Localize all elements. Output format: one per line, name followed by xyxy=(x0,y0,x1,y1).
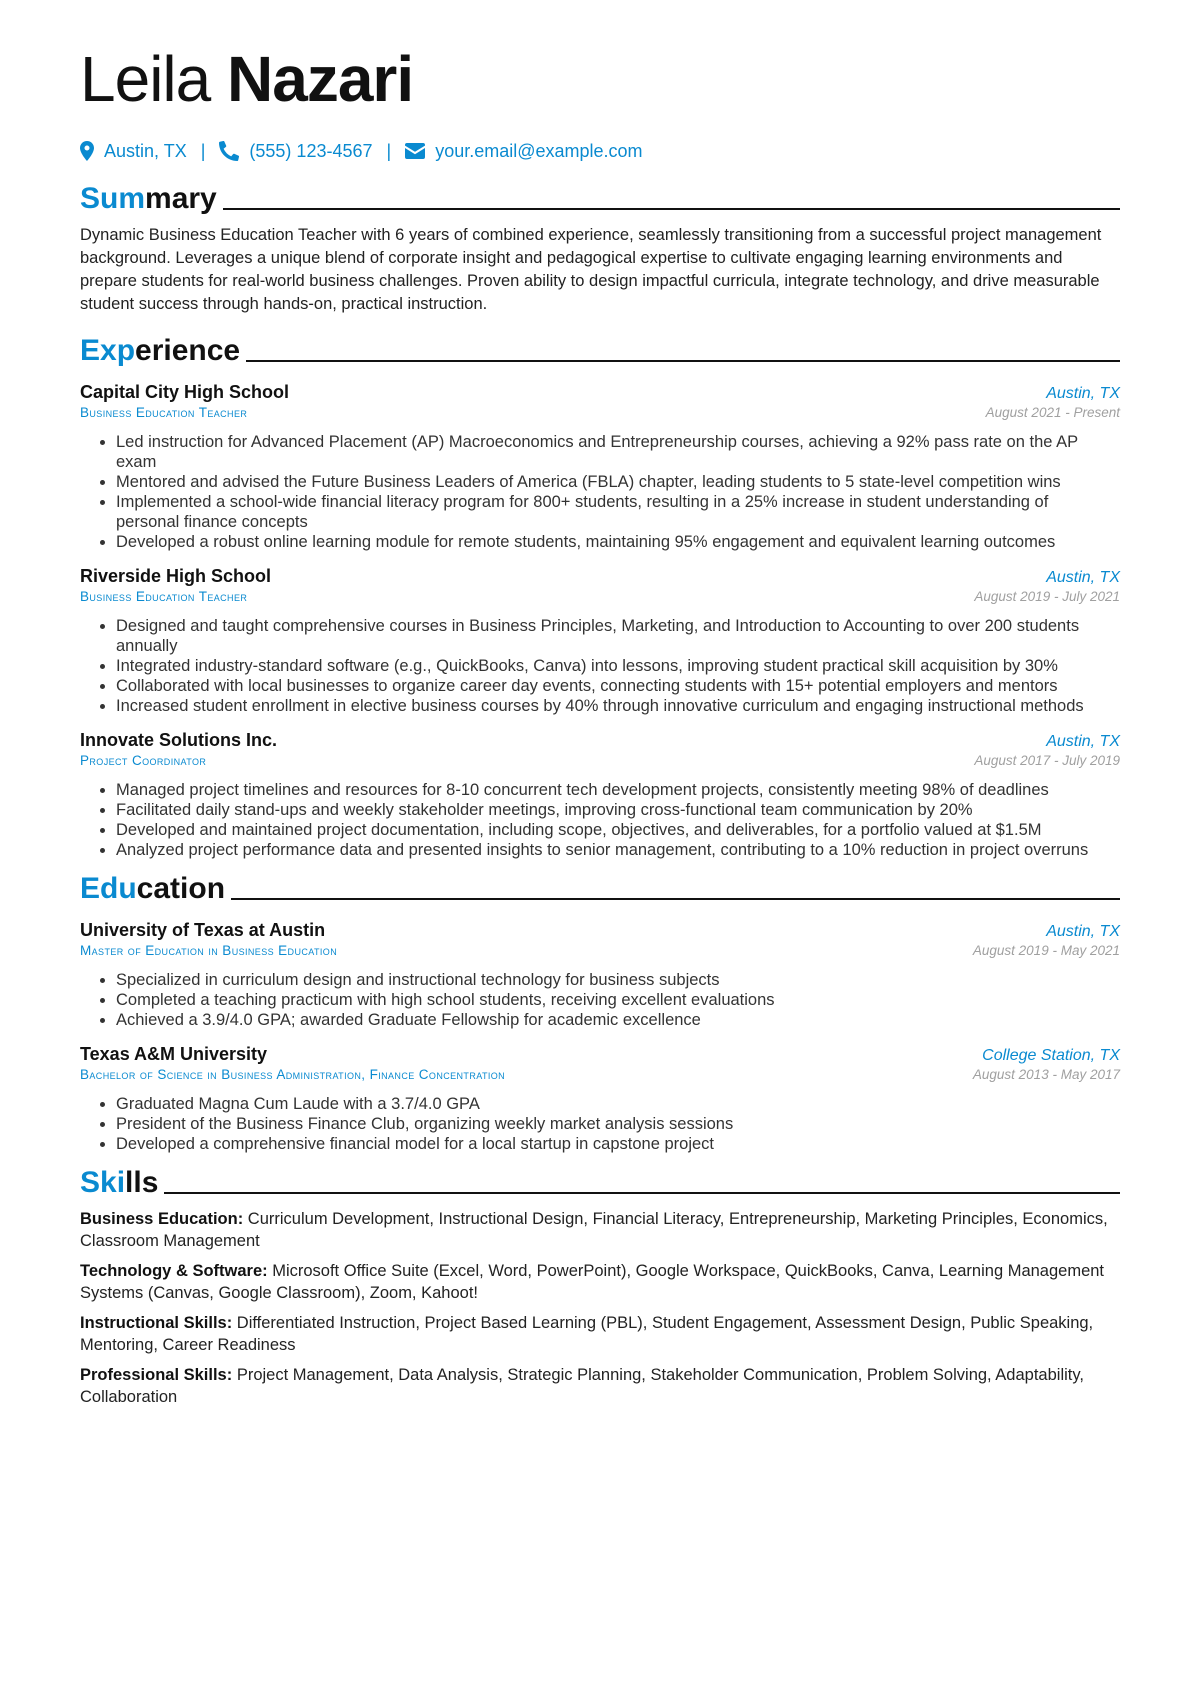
bullet-item: • Graduated Magna Cum Laude with a 3.7/4.0 GPA xyxy=(116,1094,1120,1114)
entry-role: Master of Education in Business Education xyxy=(80,943,338,958)
bullet-item: • Integrated industry-standard software (e.g., QuickBooks, Canva) into lessons, improving student practical skill acquisition by 30% xyxy=(116,656,1120,676)
entry-org: Innovate Solutions Inc. xyxy=(80,730,278,750)
entry-dates: August 2017 - July 2019 xyxy=(974,753,1120,768)
bullet-item: • Analyzed project performance data and presented insights to senior management, contributing to a 10% reduction in project overruns xyxy=(116,840,1120,860)
skills-heading xyxy=(80,1160,1120,1200)
summary-text: Dynamic Business Education Teacher with 6 years of combined experience, seamlessly transitioning from a successful project management background. Leverages a unique blend of corporate insight and pedagogical expertise to cultivate engaging learning environments and prepare students for real-world business challenges. Proven ability to design impactful curricula, integrate technology, and drive measurable student success through hands-on, practical instruction. xyxy=(80,226,1102,313)
entry xyxy=(80,1044,1120,1154)
entry-dates: August 2019 - July 2021 xyxy=(974,589,1120,604)
entry-role: Bachelor of Science in Business Administration, Finance Concentration xyxy=(80,1067,506,1082)
contact-location xyxy=(80,141,187,162)
education-heading xyxy=(80,866,1120,906)
skills-list xyxy=(80,1208,1120,1408)
entry-org: Texas A&M University xyxy=(80,1044,268,1064)
heading-rest: cation xyxy=(136,872,226,905)
entry-bullets xyxy=(80,616,1120,716)
skill-value: Microsoft Office Suite (Excel, Word, PowerPoint), Google Workspace, QuickBooks, Canva, Learning Management Systems (Canvas, Google Classroom), Zoom, Kahoot! xyxy=(80,1262,1105,1302)
bullet-item: • Developed a robust online learning module for remote students, maintaining 95% engagement and equivalent learning outcomes xyxy=(116,532,1120,552)
phone-icon xyxy=(219,141,239,161)
entry xyxy=(80,920,1120,1030)
entry-bullets xyxy=(80,432,1120,552)
bullet-item: • Managed project timelines and resources for 8-10 concurrent tech development projects, consistently meeting 98% of deadlines xyxy=(116,780,1120,800)
entry-location: College Station, TX xyxy=(982,1047,1120,1064)
contact-email[interactable] xyxy=(405,141,642,162)
entry-dates: August 2021 - Present xyxy=(985,405,1120,420)
skill-value: Differentiated Instruction, Project Based Learning (PBL), Student Engagement, Assessment Design, Public Speaking, Mentoring, Career Readiness xyxy=(80,1314,1094,1354)
entry-dates: August 2013 - May 2017 xyxy=(972,1067,1120,1082)
entry-location: Austin, TX xyxy=(1046,733,1120,750)
entry-role: Project Coordinator xyxy=(80,753,207,768)
phone-text: (555) 123-4567 xyxy=(249,140,373,161)
skill-value: Project Management, Data Analysis, Strategic Planning, Stakeholder Communication, Problem Solving, Adaptability, Collaboration xyxy=(80,1366,1084,1406)
heading-rule xyxy=(164,1192,1120,1194)
entry-location: Austin, TX xyxy=(1046,923,1120,940)
bullet-item: • Designed and taught comprehensive courses in Business Principles, Marketing, and Introduction to Accounting to over 200 students annually xyxy=(116,616,1120,656)
bullet-item: • Developed and maintained project documentation, including scope, objectives, and deliverables, for a portfolio valued at $1.5M xyxy=(116,820,1120,840)
email-text: your.email@example.com xyxy=(435,140,643,161)
entry-role: Business Education Teacher xyxy=(80,405,248,420)
entry-role: Business Education Teacher xyxy=(80,589,248,604)
heading-rest: erience xyxy=(135,334,241,367)
skill-label: Technology & Software: xyxy=(80,1262,268,1280)
skill-row xyxy=(80,1364,1120,1408)
entry-bullets xyxy=(80,780,1120,860)
bullet-item: • Achieved a 3.9/4.0 GPA; awarded Graduate Fellowship for academic excellence xyxy=(116,1010,1120,1030)
entry-bullets xyxy=(80,970,1120,1030)
bullet-item: • President of the Business Finance Club, organizing weekly market analysis sessions xyxy=(116,1114,1120,1134)
contact-separator: | xyxy=(200,140,206,161)
heading-rest: lls xyxy=(125,1166,159,1199)
heading-accent: Ski xyxy=(80,1166,126,1199)
heading-accent: Edu xyxy=(80,872,137,905)
bullet-item: • Collaborated with local businesses to organize career day events, connecting students with 15+ potential employers and mentors xyxy=(116,676,1120,696)
entry-org: Riverside High School xyxy=(80,566,272,586)
entry xyxy=(80,382,1120,552)
entry xyxy=(80,730,1120,860)
bullet-item: • Led instruction for Advanced Placement (AP) Macroeconomics and Entrepreneurship courses, achieving a 92% pass rate on the AP exam xyxy=(116,432,1120,472)
heading-rule xyxy=(246,360,1120,362)
bullet-item: • Developed a comprehensive financial model for a local startup in capstone project xyxy=(116,1134,1120,1154)
skill-row xyxy=(80,1312,1120,1356)
heading-rule xyxy=(223,208,1120,210)
last-name: Nazari xyxy=(227,43,414,115)
experience-heading xyxy=(80,328,1120,368)
envelope-icon xyxy=(405,143,425,159)
skill-row xyxy=(80,1260,1120,1304)
heading-accent: Sum xyxy=(80,182,146,215)
experience-list xyxy=(80,382,1120,860)
contact-phone[interactable] xyxy=(219,141,372,162)
entry xyxy=(80,566,1120,716)
entry-dates: August 2019 - May 2021 xyxy=(972,943,1120,958)
bullet-item: • Facilitated daily stand-ups and weekly stakeholder meetings, improving cross-functional team communication by 20% xyxy=(116,800,1120,820)
bullet-item: • Increased student enrollment in elective business courses by 40% through innovative curriculum and engaging instructional methods xyxy=(116,696,1120,716)
bullet-item: • Implemented a school-wide financial literacy program for 800+ students, resulting in a 25% increase in student understanding of personal finance concepts xyxy=(116,492,1120,532)
map-pin-icon xyxy=(80,141,94,161)
location-text: Austin, TX xyxy=(104,140,187,161)
skill-label: Professional Skills: xyxy=(80,1366,233,1384)
entry-location: Austin, TX xyxy=(1046,385,1120,402)
bullet-item: • Mentored and advised the Future Business Leaders of America (FBLA) chapter, leading students to 5 state-level competition wins xyxy=(116,472,1120,492)
bullet-item: • Completed a teaching practicum with high school students, receiving excellent evaluations xyxy=(116,990,1120,1010)
heading-rule xyxy=(231,898,1120,900)
entry-org: University of Texas at Austin xyxy=(80,920,326,940)
skill-row xyxy=(80,1208,1120,1252)
education-list xyxy=(80,920,1120,1154)
skill-label: Instructional Skills: xyxy=(80,1314,233,1332)
heading-rest: mary xyxy=(145,182,217,215)
skill-label: Business Education: xyxy=(80,1210,244,1228)
entry-bullets xyxy=(80,1094,1120,1154)
bullet-item: • Specialized in curriculum design and instructional technology for business subjects xyxy=(116,970,1120,990)
contact-separator: | xyxy=(386,140,392,161)
first-name: Leila xyxy=(80,43,211,115)
contact-bar xyxy=(80,140,1120,162)
summary-heading xyxy=(80,176,1120,216)
candidate-name xyxy=(80,44,1120,114)
heading-accent: Exp xyxy=(80,334,136,367)
skill-value: Curriculum Development, Instructional Design, Financial Literacy, Entrepreneurship, Marketing Principles, Economics, Classroom Management xyxy=(80,1210,1108,1250)
entry-org: Capital City High School xyxy=(80,382,290,402)
entry-location: Austin, TX xyxy=(1046,569,1120,586)
